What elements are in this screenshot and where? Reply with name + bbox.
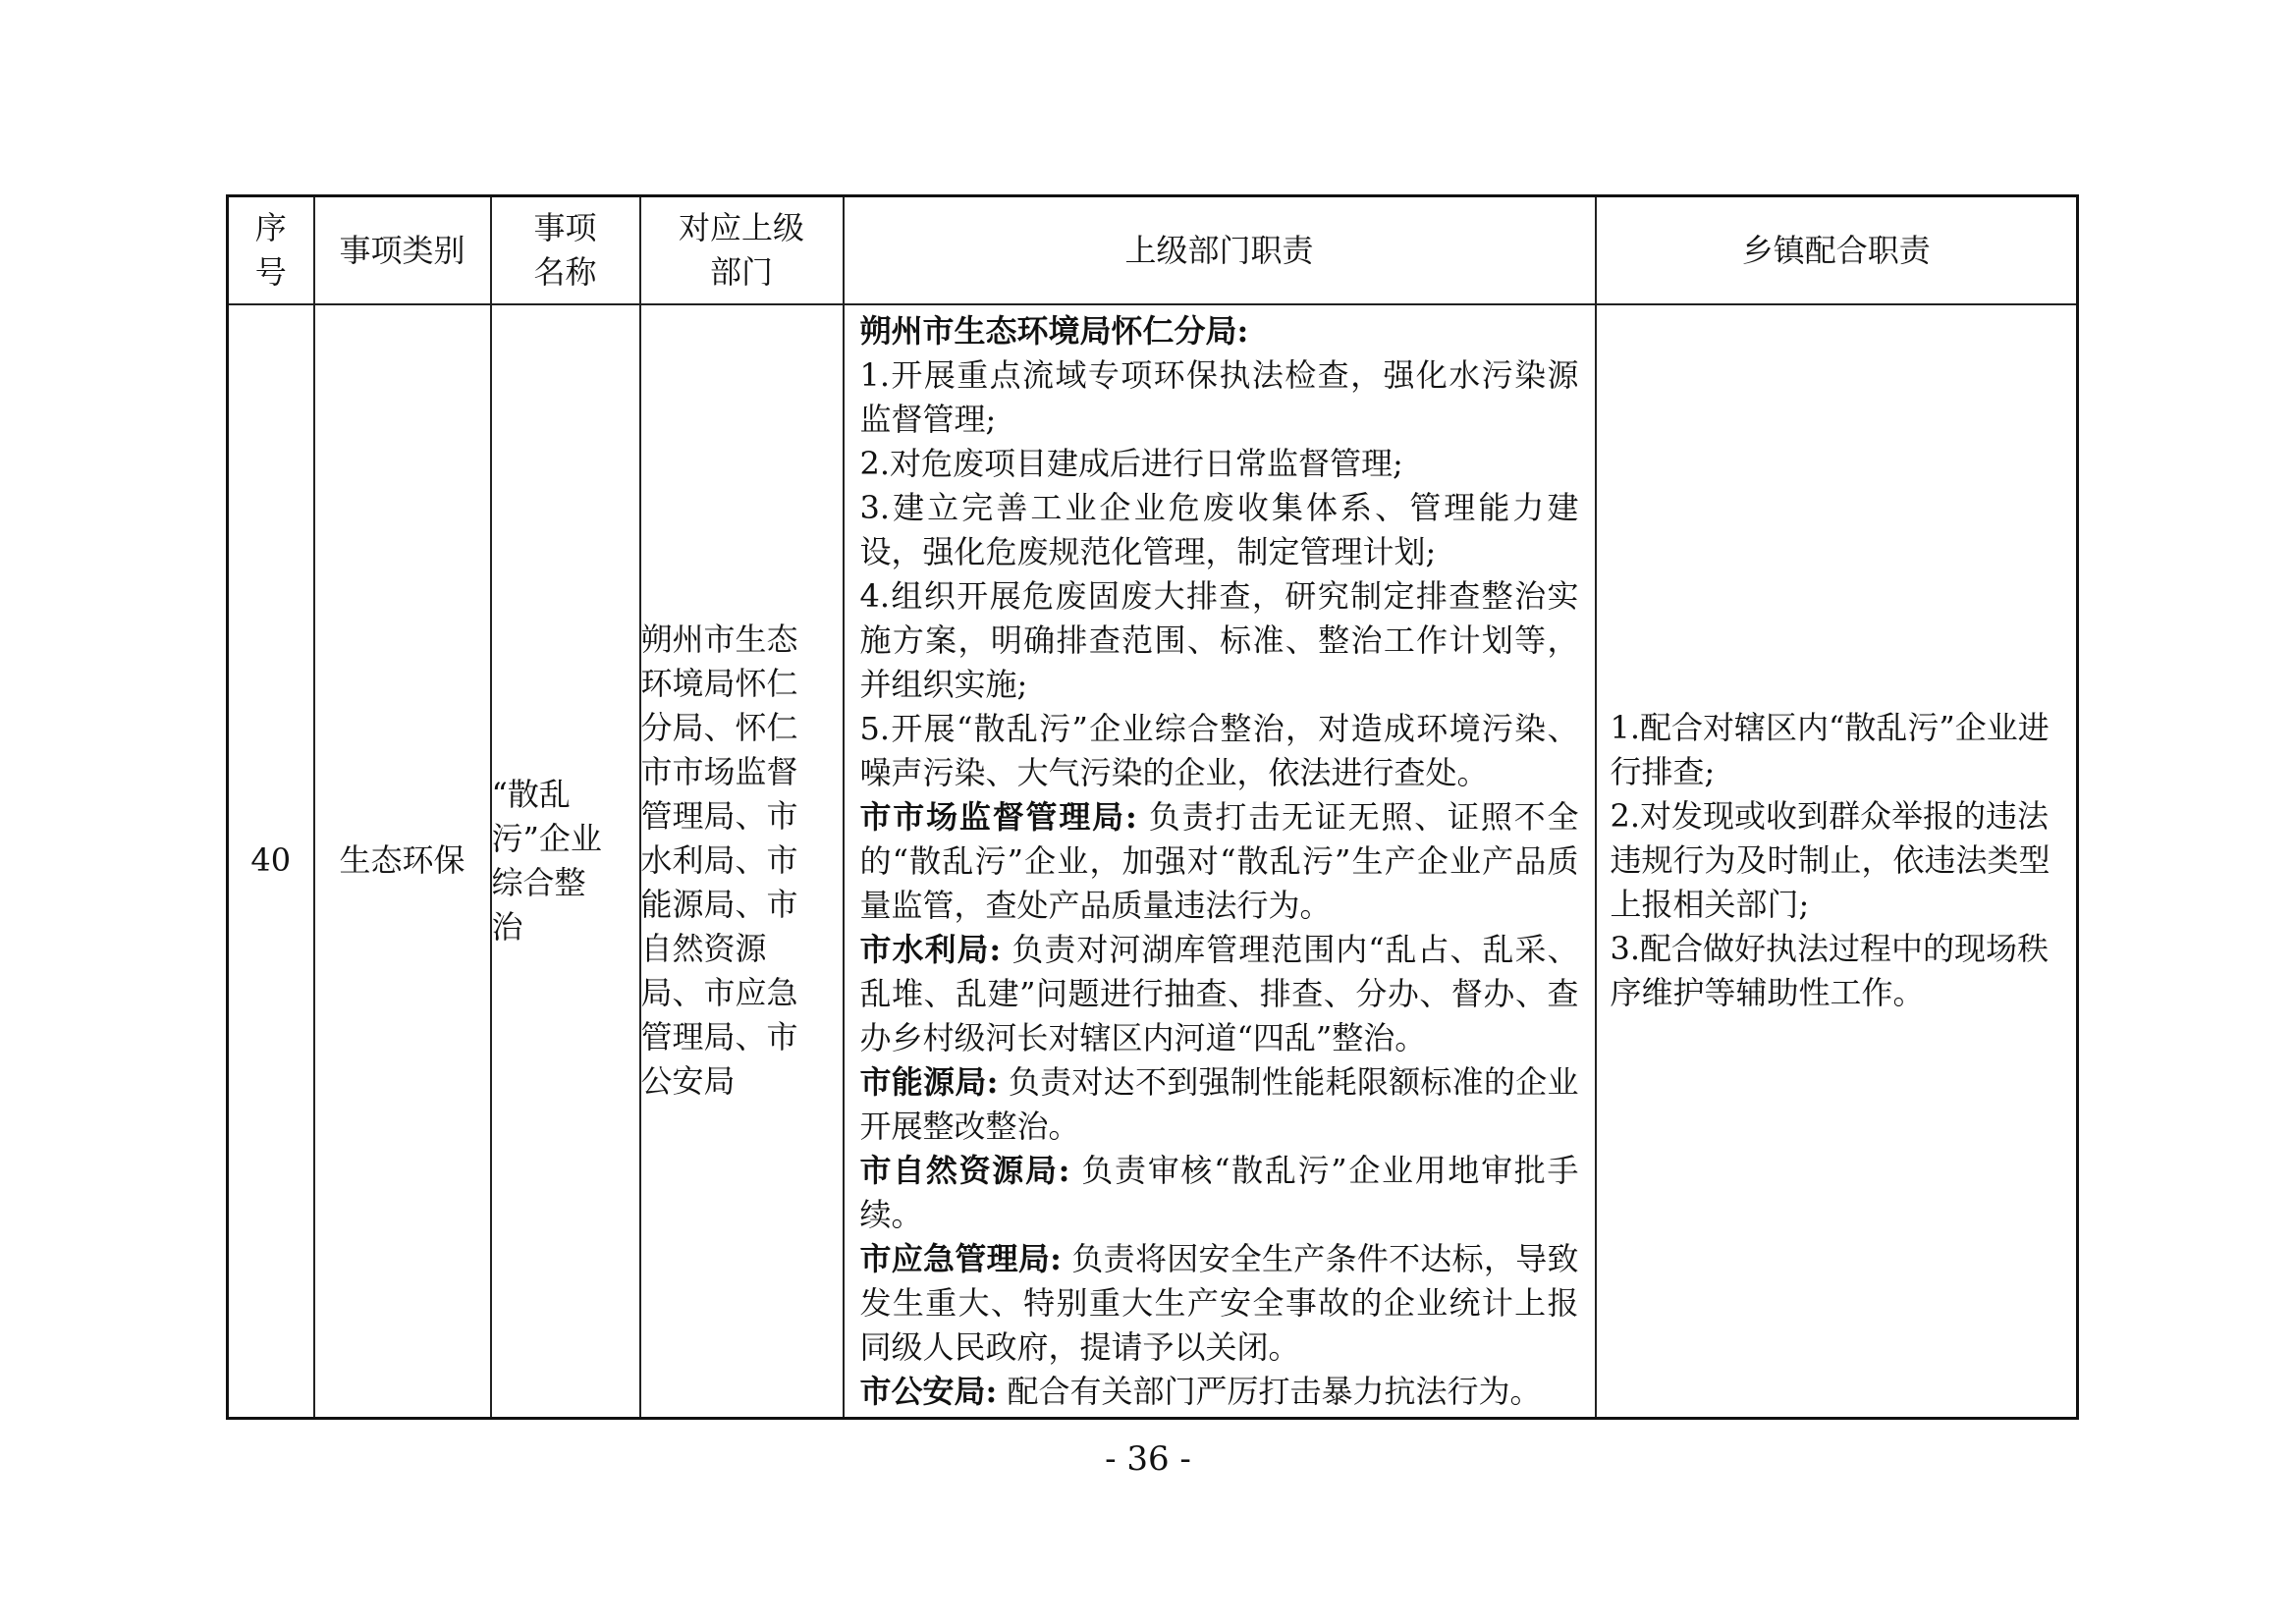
cell-item-name: “散乱 污”企业 综合整 治 bbox=[491, 304, 640, 1418]
header-item-name: 事项 名称 bbox=[491, 196, 640, 305]
upper-duty-item: 5.开展“散乱污”企业综合整治，对造成环境污染、噪声污染、大气污染的企业，依法进行查处。 bbox=[859, 710, 1579, 791]
header-town-duty: 乡镇配合职责 bbox=[1596, 196, 2078, 305]
upper-duty-item: 4.组织开展危废固废大排查，研究制定排查整治实施方案，明确排查范围、标准、整治工作计划等，并组织实施; bbox=[859, 577, 1579, 703]
upper-duty-dept: 市水利局: 负责对河湖库管理范围内“乱占、乱采、乱堆、乱建”问题进行抽查、排查、分办、督办、查办乡村级河长对辖区内河道“四乱”整治。 bbox=[859, 931, 1579, 1056]
upper-duty-item: 1.开展重点流域专项环保执法检查，强化水污染源监督管理; bbox=[859, 356, 1579, 438]
upper-duty-lead: 朔州市生态环境局怀仁分局: bbox=[859, 312, 1249, 350]
cell-seq: 40 bbox=[228, 304, 314, 1418]
upper-duty-item: 3.建立完善工业企业危废收集体系、管理能力建设，强化危废规范化管理，制定管理计划; bbox=[859, 489, 1579, 570]
cell-category: 生态环保 bbox=[314, 304, 491, 1418]
town-duty-item: 1.配合对辖区内“散乱污”企业进行排查; bbox=[1610, 709, 2050, 791]
town-duty-item: 2.对发现或收到群众举报的违法违规行为及时制止，依违法类型上报相关部门; bbox=[1610, 797, 2050, 924]
responsibility-table bbox=[226, 194, 2079, 1420]
table-row bbox=[228, 304, 2078, 1418]
town-duty-item: 3.配合做好执法过程中的现场秩序维护等辅助性工作。 bbox=[1610, 930, 2050, 1012]
upper-duty-dept: 市自然资源局: 负责审核“散乱污”企业用地审批手续。 bbox=[859, 1152, 1579, 1233]
header-dept: 对应上级 部门 bbox=[640, 196, 844, 305]
upper-duty-item: 2.对危废项目建成后进行日常监督管理; bbox=[859, 445, 1403, 482]
header-seq: 序 号 bbox=[228, 196, 314, 305]
header-upper-duty: 上级部门职责 bbox=[844, 196, 1596, 305]
cell-upper-duty bbox=[844, 304, 1596, 1418]
cell-dept: 朔州市生态 环境局怀仁 分局、怀仁 市市场监督 管理局、市 水利局、市 能源局、市 自然资源 局、市应急 管理局、市 公安局 bbox=[640, 304, 844, 1418]
upper-duty-dept: 市市场监督管理局: 负责打击无证无照、证照不全的“散乱污”企业，加强对“散乱污”生产企业产品质量监管，查处产品质量违法行为。 bbox=[859, 798, 1579, 924]
page-number: - 36 - bbox=[1105, 1439, 1191, 1479]
cell-town-duty bbox=[1596, 304, 2078, 1418]
upper-duty-dept: 市应急管理局: 负责将因安全生产条件不达标，导致发生重大、特别重大生产安全事故的企业统计上报同级人民政府，提请予以关闭。 bbox=[859, 1240, 1579, 1366]
upper-duty-dept: 市能源局: 负责对达不到强制性能耗限额标准的企业开展整改整治。 bbox=[859, 1063, 1579, 1145]
upper-duty-dept: 市公安局: 配合有关部门严厉打击暴力抗法行为。 bbox=[859, 1373, 1542, 1410]
header-category: 事项类别 bbox=[314, 196, 491, 305]
table-header-row bbox=[228, 196, 2078, 305]
